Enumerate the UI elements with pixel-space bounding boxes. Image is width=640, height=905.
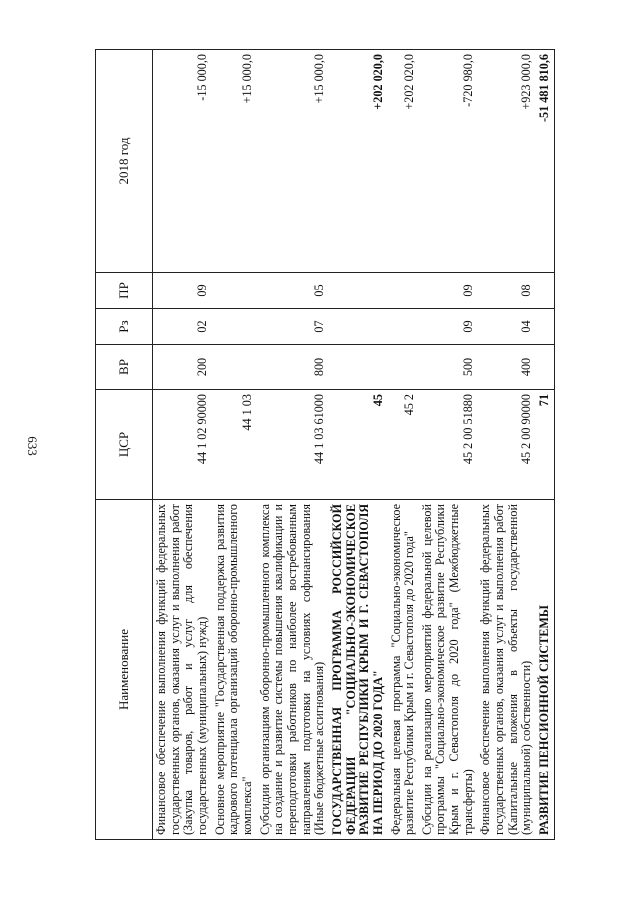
row-pr: 09 bbox=[419, 273, 478, 309]
row-vr bbox=[388, 345, 419, 390]
row-name: Финансовое обеспечение выполнения функций федеральных государственных органов, оказания услуг и выполнения работ (Закупка товаров, работ и услуг для обеспечения государственных (муниципальных) нужд) bbox=[153, 500, 212, 840]
row-rz bbox=[212, 309, 257, 345]
table-row bbox=[419, 50, 478, 840]
row-name: Финансовое обеспечение выполнения функций федеральных государственных органов, оказания услуг и выполнения работ (Капитальные вложения в объекты государственной (муниципальной) собственности) bbox=[477, 500, 536, 840]
row-name: Субсидии на реализацию мероприятий федеральной целевой программы "Социально-экономическое развитие Республики Крым и г. Севастополя до 2020 года" (Межбюджетные трансферты) bbox=[419, 500, 478, 840]
row-rz bbox=[388, 309, 419, 345]
row-csr: 45 2 bbox=[388, 390, 419, 500]
table-row bbox=[212, 50, 257, 840]
header-name: Наименование bbox=[96, 500, 153, 840]
row-pr: 08 bbox=[477, 273, 536, 309]
table-row bbox=[536, 50, 554, 840]
row-pr bbox=[536, 273, 554, 309]
row-amount: -720 980,0 bbox=[419, 50, 478, 273]
row-amount: +202 020,0 bbox=[388, 50, 419, 273]
row-pr: 05 bbox=[257, 273, 329, 309]
row-vr: 200 bbox=[153, 345, 212, 390]
table-row bbox=[477, 50, 536, 840]
row-vr bbox=[329, 345, 388, 390]
row-pr bbox=[212, 273, 257, 309]
row-csr: 44 1 02 90000 bbox=[153, 390, 212, 500]
row-csr: 45 2 00 51880 bbox=[419, 390, 478, 500]
row-rz: 07 bbox=[257, 309, 329, 345]
row-csr: 45 2 00 90000 bbox=[477, 390, 536, 500]
row-amount: +923 000,0 bbox=[477, 50, 536, 273]
table-row bbox=[153, 50, 212, 840]
header-row bbox=[96, 50, 153, 840]
row-vr bbox=[212, 345, 257, 390]
budget-table-sheet bbox=[95, 50, 600, 840]
page-number: 633 bbox=[25, 436, 40, 456]
row-pr: 09 bbox=[153, 273, 212, 309]
row-amount: +15 000,0 bbox=[257, 50, 329, 273]
table-row bbox=[257, 50, 329, 840]
row-rz bbox=[536, 309, 554, 345]
row-csr: 44 1 03 61000 bbox=[257, 390, 329, 500]
row-rz: 02 bbox=[153, 309, 212, 345]
row-csr: 71 bbox=[536, 390, 554, 500]
row-amount: +15 000,0 bbox=[212, 50, 257, 273]
row-vr: 400 bbox=[477, 345, 536, 390]
header-vr: ВР bbox=[96, 345, 153, 390]
table-row bbox=[329, 50, 388, 840]
row-amount: -15 000,0 bbox=[153, 50, 212, 273]
row-rz: 04 bbox=[477, 309, 536, 345]
row-pr bbox=[388, 273, 419, 309]
header-pr: ПР bbox=[96, 273, 153, 309]
row-pr bbox=[329, 273, 388, 309]
row-csr: 45 bbox=[329, 390, 388, 500]
header-year: 2018 год bbox=[96, 50, 153, 273]
row-vr bbox=[536, 345, 554, 390]
row-name: Федеральная целевая программа "Социально-экономическое развитие Республики Крым и г. Севастополя до 2020 года" bbox=[388, 500, 419, 840]
header-csr: ЦСР bbox=[96, 390, 153, 500]
budget-table bbox=[95, 49, 555, 840]
table-row bbox=[388, 50, 419, 840]
row-vr: 800 bbox=[257, 345, 329, 390]
row-rz bbox=[329, 309, 388, 345]
row-csr: 44 1 03 bbox=[212, 390, 257, 500]
row-name: Основное мероприятие "Государственная поддержка развития кадрового потенциала организаций оборонно-промышленного комплекса" bbox=[212, 500, 257, 840]
row-amount: +202 020,0 bbox=[329, 50, 388, 273]
row-name: Субсидии организациям оборонно-промышленного комплекса на создание и развитие системы повышения квалификации и переподготовки работников по наиболее востребованным направлениям подготовки на условиях софинансирования (Иные бюджетные ассигнования) bbox=[257, 500, 329, 840]
row-amount: -51 481 810,6 bbox=[536, 50, 554, 273]
row-vr: 500 bbox=[419, 345, 478, 390]
row-rz: 09 bbox=[419, 309, 478, 345]
header-rz: Рз bbox=[96, 309, 153, 345]
row-name: РАЗВИТИЕ ПЕНСИОННОЙ СИСТЕМЫ bbox=[536, 500, 554, 840]
row-name: ГОСУДАРСТВЕННАЯ ПРОГРАММА РОССИЙСКОЙ ФЕДЕРАЦИИ "СОЦИАЛЬНО-ЭКОНОМИЧЕСКОЕ РАЗВИТИЕ РЕСПУБЛИКИ КРЫМ И Г. СЕВАСТОПОЛЯ НА ПЕРИОД ДО 2020 ГОДА" bbox=[329, 500, 388, 840]
